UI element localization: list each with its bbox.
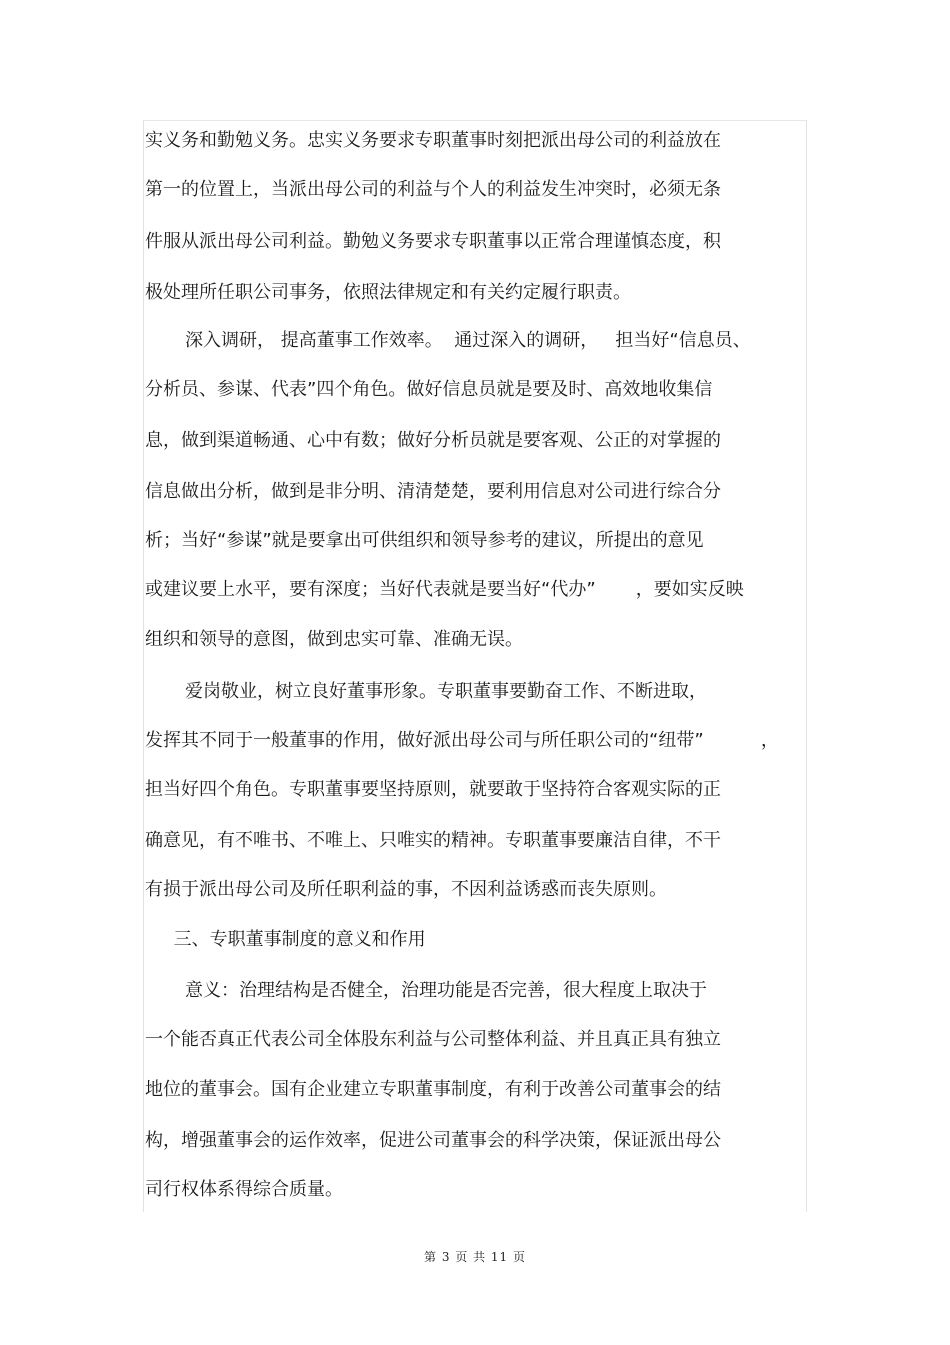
text-line: 担当好四个角色。专职董事要坚持原则，就要敢于坚持符合客观实际的正 bbox=[145, 779, 721, 800]
text-line: 一个能否真正代表公司全体股东利益与公司整体利益、并且真正具有独立 bbox=[145, 1029, 721, 1050]
section-heading: 三、专职董事制度的意义和作用 bbox=[145, 929, 426, 950]
page-frame-right bbox=[806, 120, 807, 1212]
text-line: 或建议要上水平，要有深度；当好代表就是要当好“代办” ，要如实反映 bbox=[145, 579, 744, 600]
page-frame-left bbox=[143, 120, 144, 1212]
page-frame-top bbox=[143, 120, 807, 121]
text-line: 司行权体系得综合质量。 bbox=[145, 1179, 343, 1200]
text-line: 极处理所任职公司事务，依照法律规定和有关约定履行职责。 bbox=[145, 282, 631, 303]
text-line: 爱岗敬业，树立良好董事形象。专职董事要勤奋工作、不断进取， bbox=[145, 681, 708, 702]
text-line: 件服从派出母公司利益。勤勉义务要求专职董事以正常合理谨慎态度，积 bbox=[145, 231, 721, 252]
text-line: 地位的董事会。国有企业建立专职董事制度，有利于改善公司董事会的结 bbox=[145, 1079, 721, 1100]
text-line: 实义务和勤勉义务。忠实义务要求专职董事时刻把派出母公司的利益放在 bbox=[145, 130, 721, 151]
text-line: 第一的位置上，当派出母公司的利益与个人的利益发生冲突时，必须无条 bbox=[145, 179, 721, 200]
text-line: 意义：治理结构是否健全，治理功能是否完善，很大程度上取决于 bbox=[145, 980, 708, 1001]
text-line: 构，增强董事会的运作效率，促进公司董事会的科学决策，保证派出母公 bbox=[145, 1130, 721, 1151]
text-line: 深入调研， 提高董事工作效率。 通过深入的调研， 担当好“信息员、 bbox=[145, 330, 751, 351]
text-line: 有损于派出母公司及所任职利益的事，不因利益诱惑而丧失原则。 bbox=[145, 879, 667, 900]
text-line: 组织和领导的意图，做到忠实可靠、准确无误。 bbox=[145, 629, 523, 650]
text-line: 析；当好“参谋”就是要拿出可供组织和领导参考的建议，所提出的意见 bbox=[145, 530, 704, 551]
text-line: 确意见，有不唯书、不唯上、只唯实的精神。专职董事要廉洁自律，不干 bbox=[145, 830, 721, 851]
text-line: 息，做到渠道畅通、心中有数；做好分析员就是要客观、公正的对掌握的 bbox=[145, 430, 721, 451]
text-line: 信息做出分析，做到是非分明、清清楚楚，要利用信息对公司进行综合分 bbox=[145, 481, 721, 502]
page-number: 第 3 页 共 11 页 bbox=[424, 1250, 526, 1264]
text-line: 发挥其不同于一般董事的作用，做好派出母公司与所任职公司的“纽带” ， bbox=[145, 730, 779, 751]
text-line: 分析员、参谋、代表”四个角色。做好信息员就是要及时、高效地收集信 bbox=[145, 379, 713, 400]
